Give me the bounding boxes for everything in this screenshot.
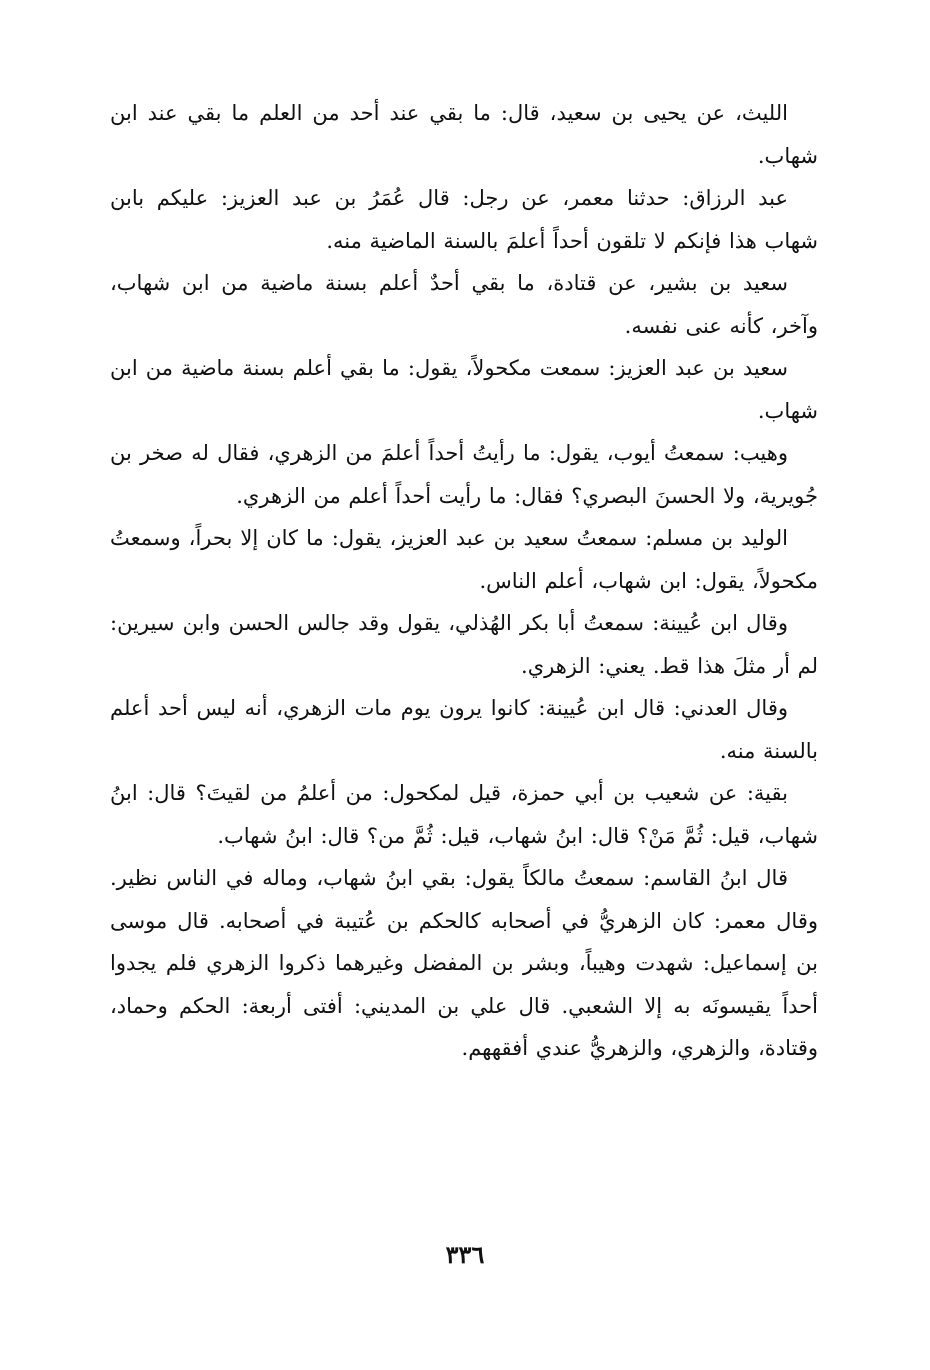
paragraph-6: الوليد بن مسلم: سمعتُ سعيد بن عبد العزيز، يقول: ما كان إلا بحراً، وسمعتُ مكحولاً، يقول: ابن شهاب، أعلم الناس. [110,526,818,593]
paragraph-2: عبد الرزاق: حدثنا معمر، عن رجل: قال عُمَرُ بن عبد العزيز: عليكم بابن شهاب هذا فإنكم لا تلقون أحداً أعلمَ بالسنة الماضية منه. [110,186,818,253]
page-number: ٣٣٦ [445,1240,485,1269]
paragraph-9: بقية: عن شعيب بن أبي حمزة، قيل لمكحول: من أعلمُ من لقيتَ؟ قال: ابنُ شهاب، قيل: ثُمَّ مَنْ؟ قال: ابنُ شهاب، قيل: ثُمَّ من؟ قال: ابنُ شهاب. [110,781,818,848]
paragraph-10: قال ابنُ القاسم: سمعتُ مالكاً يقول: بقي ابنُ شهاب، وماله في الناس نظير. وقال معمر: كان الزهريُّ في أصحابه كالحكم بن عُتيبة في أصحابه. قال موسى بن إسماعيل: شهدت وهيباً، وبشر بن المفضل وغيرهما ذكروا الزهري فلم يجدوا أحداً يقيسونَه به إلا الشعبي. قال علي بن المديني: أفتى أربعة: الحكم وحماد، وقتادة، والزهري، والزهريُّ عندي أفقههم. [110,866,818,1060]
paragraph-1: الليث، عن يحيى بن سعيد، قال: ما بقي عند أحد من العلم ما بقي عند ابن شهاب. [110,101,818,168]
page-body-text [110,92,818,1070]
paragraph-8: وقال العدني: قال ابن عُيينة: كانوا يرون يوم مات الزهري، أنه ليس أحد أعلم بالسنة منه. [110,696,818,763]
paragraph-5: وهيب: سمعتُ أيوب، يقول: ما رأيتُ أحداً أعلمَ من الزهري، فقال له صخر بن جُويرية، ولا الحسنَ البصري؟ فقال: ما رأيت أحداً أعلم من الزهري. [110,441,818,508]
paragraph-7: وقال ابن عُيينة: سمعتُ أبا بكر الهُذلي، يقول وقد جالس الحسن وابن سيرين: لم أر مثلَ هذا قط. يعني: الزهري. [110,611,818,678]
paragraph-4: سعيد بن عبد العزيز: سمعت مكحولاً، يقول: ما بقي أعلم بسنة ماضية من ابن شهاب. [110,356,818,423]
paragraph-3: سعيد بن بشير، عن قتادة، ما بقي أحدٌ أعلم بسنة ماضية من ابن شهاب، وآخر، كأنه عنى نفسه. [110,271,818,338]
